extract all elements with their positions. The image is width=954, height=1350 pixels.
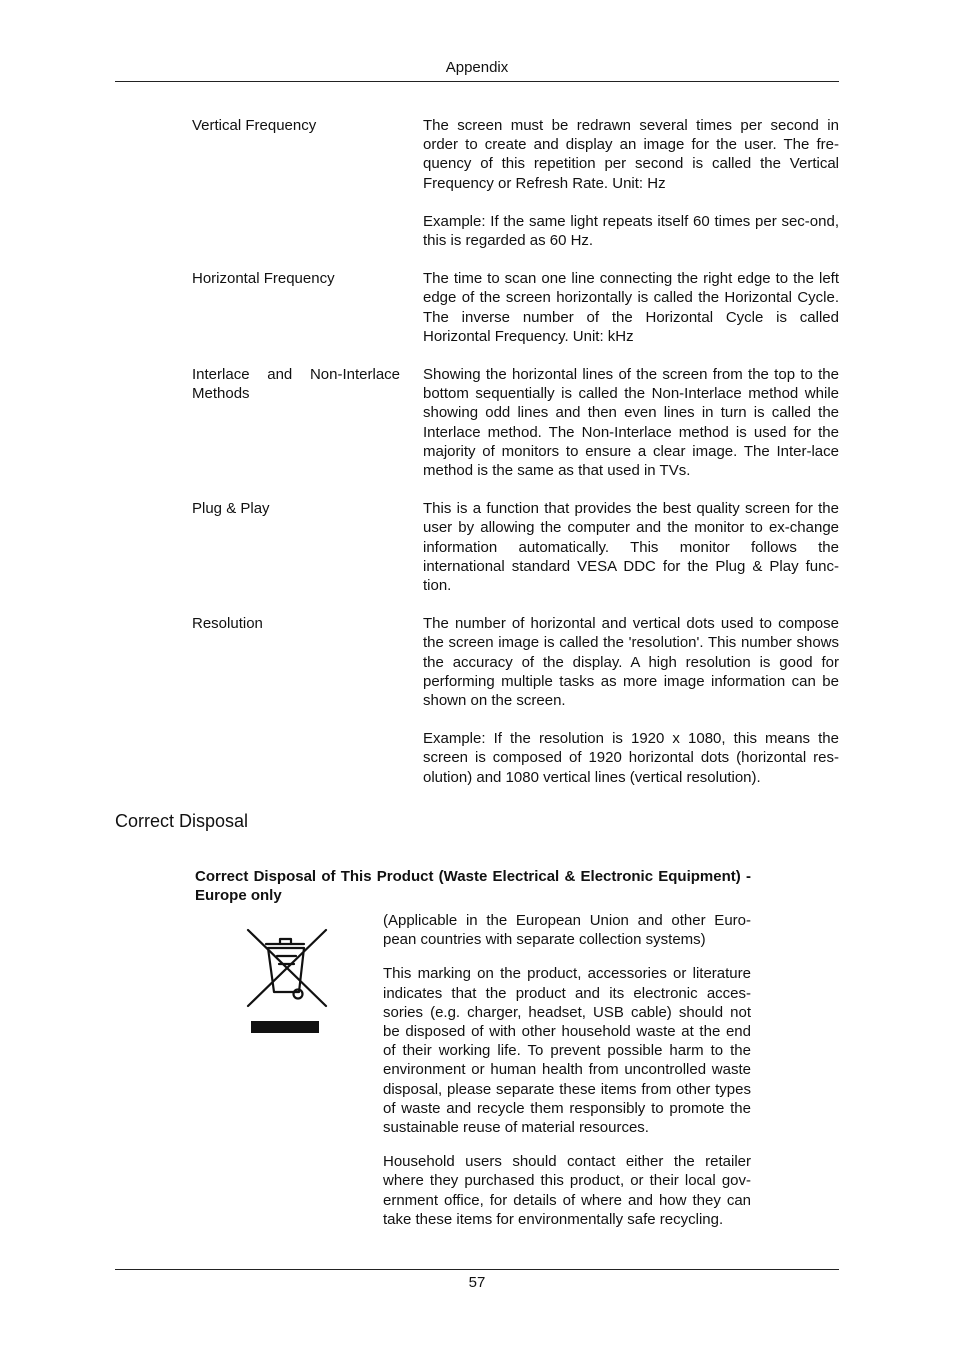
header-rule (115, 81, 839, 82)
definition-paragraph: This is a function that provides the best quality screen for the user by allowing the computer and the monitor to ex-change information automatically. This monitor follows the international standard VESA DDC for the Plug & Play func-tion. (423, 500, 839, 595)
definition-paragraph: The number of horizontal and vertical dots used to compose the screen image is called the 'resolution'. This number shows the accuracy of the display. A high resolution is good for performing multiple tasks as more image information can be shown on the screen. (423, 615, 839, 710)
glossary-term: Plug & Play (192, 500, 270, 518)
glossary-row-horizontal-frequency (192, 269, 839, 346)
glossary-term: Interlace and Non-Interlace Methods (192, 366, 400, 403)
glossary-term: Resolution (192, 615, 263, 633)
definition-paragraph: The screen must be redrawn several times per second in order to create and display an image for the user. The fre-quency of this repetition per second is called the Vertical Frequency or Refresh Rate. Unit: Hz (423, 117, 839, 192)
definition-paragraph: Example: If the resolution is 1920 x 1080, this means the screen is composed of 1920 horizontal dots (horizontal res-olution) and 1080 vertical lines (vertical resolution). (423, 730, 839, 786)
disposal-body (383, 911, 751, 1244)
glossary-definition (423, 269, 839, 346)
disposal-paragraph: (Applicable in the European Union and other Euro-pean countries with separate collection systems) (383, 912, 751, 949)
section-title: Correct Disposal (115, 811, 249, 831)
glossary-term: Vertical Frequency (192, 117, 317, 134)
glossary-term: Horizontal Frequency (192, 270, 335, 288)
definition-paragraph: Showing the horizontal lines of the screen from the top to the bottom sequentially is called the Non-Interlace method while showing odd lines and then even lines in turn is called the Interlace method. The Non-Interlace method is used for the majority of monitors to ensure a clear image. The Inter-lace method is the same as that used in TVs. (423, 366, 839, 480)
glossary-row-vertical-frequency (192, 116, 839, 250)
running-header: Appendix (445, 59, 509, 76)
glossary-row-interlace (192, 365, 839, 480)
page-number: 57 (468, 1274, 486, 1291)
glossary-row-plug-and-play (192, 499, 839, 595)
definition-paragraph: Example: If the same light repeats itself 60 times per sec-ond, this is regarded as 60 Hz. (423, 212, 839, 250)
glossary-definition (423, 614, 839, 787)
crossed-out-wheelie-bin-icon (244, 926, 330, 1036)
definition-paragraph: The time to scan one line connecting the right edge to the left edge of the screen horizontally is called the Horizontal Cycle. The inverse number of the Horizontal Cycle is called Horizontal Frequency. Unit: kHz (423, 270, 839, 345)
glossary-definition (423, 365, 839, 480)
glossary-table (192, 116, 839, 806)
footer-rule (115, 1269, 839, 1270)
glossary-definition (423, 116, 839, 250)
glossary-row-resolution (192, 614, 839, 787)
disposal-paragraph: This marking on the product, accessories or literature indicates that the product and its electronic acces-sories (e.g. charger, headset, USB cable) should not be disposed of with other household waste at the end of their working life. To prevent possible harm to the environment or human health from uncontrolled waste disposal, please separate these items from other types of waste and recycle them responsibly to promote the sustainable reuse of material resources. (383, 965, 751, 1137)
glossary-definition (423, 499, 839, 595)
disposal-paragraph: Household users should contact either the retailer where they purchased this product, or their local gov-ernment office, for details of where and how they can take these items for environmentally safe recycling. (383, 1153, 751, 1228)
disposal-heading: Correct Disposal of This Product (Waste Electrical & Electronic Equipment) - Europe only (195, 868, 751, 905)
